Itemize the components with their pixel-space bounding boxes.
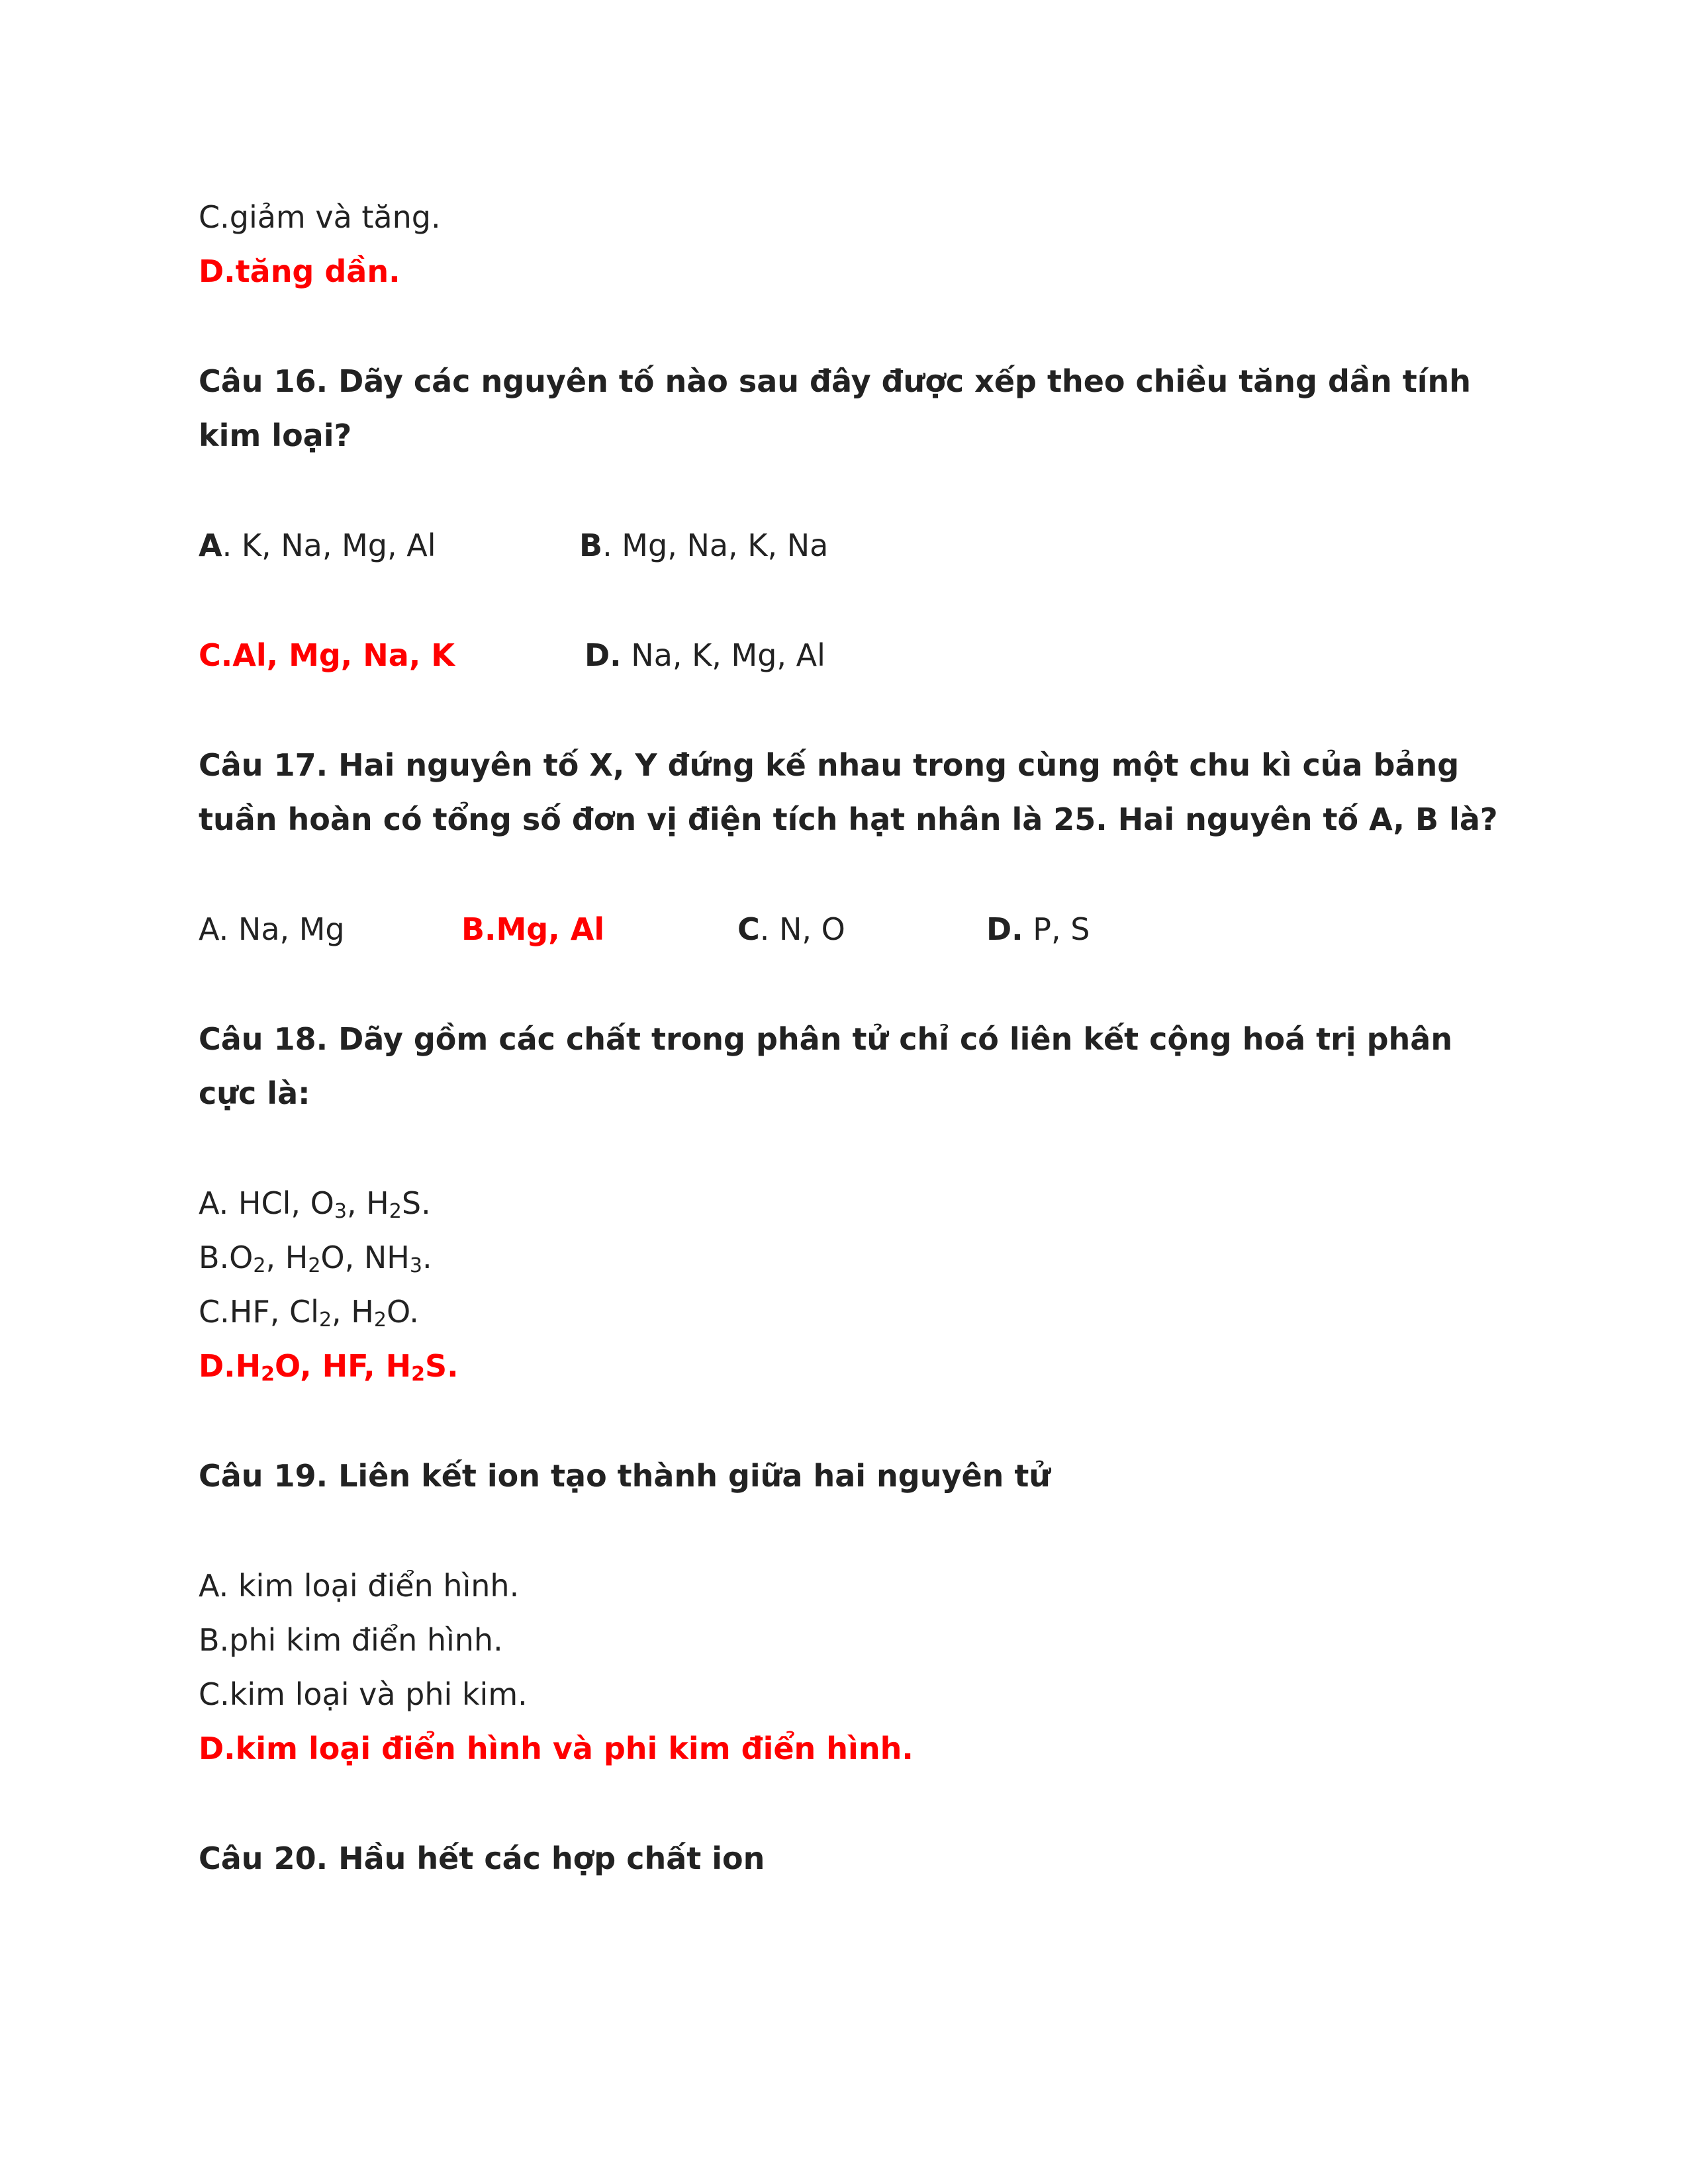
q17-question-line2: tuần hoàn có tổng số đơn vị điện tích hạt nhân là 25. Hai nguyên tố A, B là? (199, 801, 1498, 837)
q18-option-b: $B.O_2$, $H_2O$, $NH_3$. (199, 1240, 432, 1277)
q16-question-line2: kim loại? (199, 418, 352, 453)
q18-question-line2: cực là: (199, 1075, 310, 1111)
q18-option-d-correct: $D.H_2O$, HF, $H_2S$. (199, 1348, 459, 1386)
q16-option-d: D. Na, K, Mg, Al (585, 637, 825, 673)
q19-question: Câu 19. Liên kết ion tạo thành giữa hai nguyên tử (199, 1458, 1051, 1494)
q17-option-c: C. N, O (737, 911, 845, 947)
q19-option-a: A. kim loại điển hình. (199, 1568, 520, 1604)
q19-option-d-correct: D.kim loại điển hình và phi kim điển hình. (199, 1731, 914, 1766)
q15-option-d-correct: D.tăng dần. (199, 253, 400, 289)
q18-option-c: C.HF, $Cl_2$, $H_2O$. (199, 1294, 419, 1332)
q18-option-a: A. HCl, $O_3$, $H_2S$. (199, 1185, 431, 1223)
q16-option-b: B. Mg, Na, K, Na (579, 527, 829, 563)
q16-option-a: A. K, Na, Mg, Al (199, 527, 436, 563)
q19-option-c: C.kim loại và phi kim. (199, 1676, 528, 1712)
q15-option-c: C.giảm và tăng. (199, 199, 441, 235)
q17-option-d: D. P, S (986, 911, 1090, 947)
q16-question-line1: Câu 16. Dãy các nguyên tố nào sau đây được xếp theo chiều tăng dần tính (199, 363, 1471, 399)
q17-option-a: A. Na, Mg (199, 911, 345, 947)
q20-question: Câu 20. Hầu hết các hợp chất ion (199, 1841, 765, 1876)
q19-option-b: B.phi kim điển hình. (199, 1622, 503, 1658)
q18-question-line1: Câu 18. Dãy gồm các chất trong phân tử chỉ có liên kết cộng hoá trị phân (199, 1021, 1453, 1057)
q17-question-line1: Câu 17. Hai nguyên tố X, Y đứng kế nhau trong cùng một chu kì của bảng (199, 747, 1460, 783)
q16-option-c-correct: C.Al, Mg, Na, K (199, 637, 455, 673)
q17-option-b-correct: B.Mg, Al (461, 911, 605, 947)
